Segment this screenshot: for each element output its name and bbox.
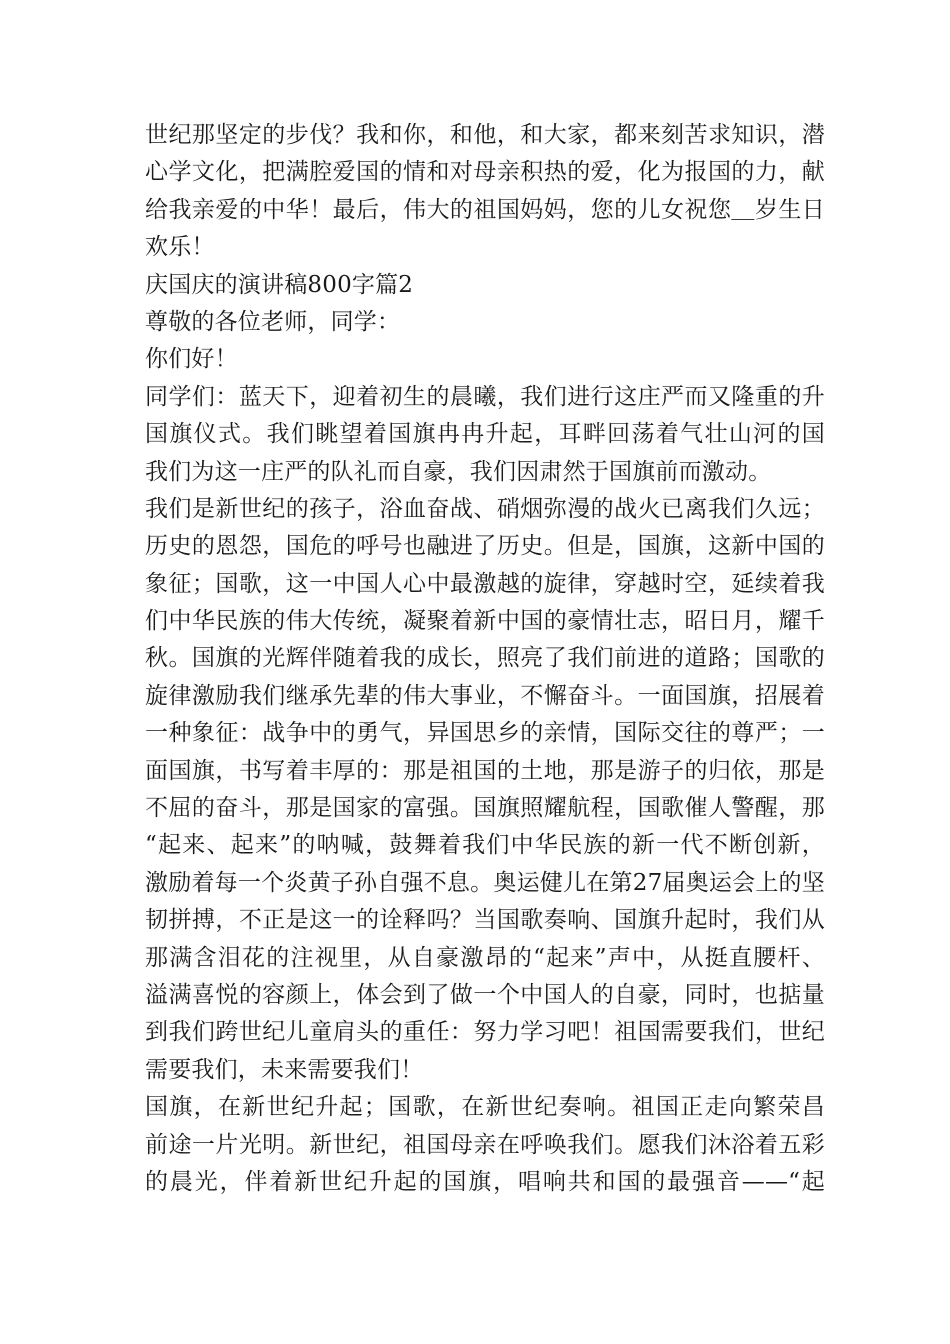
text-line: 心学文化，把满腔爱国的情和对母亲积热的爱，化为报国的力，献 (145, 159, 825, 186)
text-line: “起来、起来”的呐喊，鼓舞着我们中华民族的新一代不断创新， (145, 832, 825, 859)
text-line: 到我们跨世纪儿童肩头的重任：努力学习吧！祖国需要我们，世纪 (145, 1019, 825, 1046)
text-line: 们中华民族的伟大传统，凝聚着新中国的豪情壮志，昭日月，耀千 (145, 608, 825, 635)
text-line: 的晨光，伴着新世纪升起的国旗，唱响共和国的最强音——“起 (145, 1168, 825, 1195)
text-line: 韧拼搏，不正是这一的诠释吗？当国歌奏响、国旗升起时，我们从 (145, 907, 825, 934)
text-line: 国旗仪式。我们眺望着国旗冉冉升起，耳畔回荡着气壮山河的国 (145, 421, 825, 448)
text-line: 我们为这一庄严的队礼而自豪，我们因肃然于国旗前而激动。 (145, 458, 772, 485)
text-line: 需要我们，未来需要我们！ (145, 1056, 424, 1083)
text-line: 你们好！ (145, 346, 238, 373)
text-line: 尊敬的各位老师，同学： (145, 308, 401, 335)
text-line: 国旗，在新世纪升起；国歌，在新世纪奏响。祖国正走向繁荣昌 (145, 1094, 825, 1121)
text-line: 象征；国歌，这一中国人心中最激越的旋律，穿越时空，延续着我 (145, 570, 825, 597)
text-line: 面国旗，书写着丰厚的：那是祖国的土地，那是游子的归依，那是 (145, 757, 825, 784)
text-line: 同学们：蓝天下，迎着初生的晨曦，我们进行这庄严而又隆重的升 (145, 383, 825, 410)
text-line: 激励着每一个炎黄子孙自强不息。奥运健儿在第27届奥运会上的坚 (145, 869, 825, 896)
text-line: 我们是新世纪的孩子，浴血奋战、硝烟弥漫的战火已离我们久远； (145, 495, 825, 522)
section-heading: 庆国庆的演讲稿800字篇2 (145, 271, 414, 298)
text-line: 历史的恩怨，国危的呼号也融进了历史。但是，国旗，这新中国的 (145, 533, 825, 560)
text-line: 欢乐！ (145, 234, 215, 261)
text-line: 给我亲爱的中华！最后，伟大的祖国妈妈，您的儿女祝您＿岁生日 (145, 196, 825, 223)
text-line: 旋律激励我们继承先辈的伟大事业，不懈奋斗。一面国旗，招展着 (145, 682, 825, 709)
text-line: 不屈的奋斗，那是国家的富强。国旗照耀航程，国歌催人警醒，那 (145, 795, 825, 822)
text-line: 世纪那坚定的步伐？我和你，和他，和大家，都来刻苦求知识，潜 (145, 122, 825, 148)
text-line: 溢满喜悦的容颜上，体会到了做一个中国人的自豪，同时，也掂量 (145, 981, 825, 1008)
text-line: 一种象征：战争中的勇气，异国思乡的亲情，国际交往的尊严；一 (145, 720, 825, 747)
text-line: 秋。国旗的光辉伴随着我的成长，照亮了我们前进的道路；国歌的 (145, 645, 825, 672)
document-body-text (145, 117, 825, 1201)
text-line: 前途一片光明。新世纪，祖国母亲在呼唤我们。愿我们沐浴着五彩 (145, 1131, 825, 1158)
text-line: 那满含泪花的注视里，从自豪激昂的“起来”声中，从挺直腰杆、 (145, 944, 825, 971)
